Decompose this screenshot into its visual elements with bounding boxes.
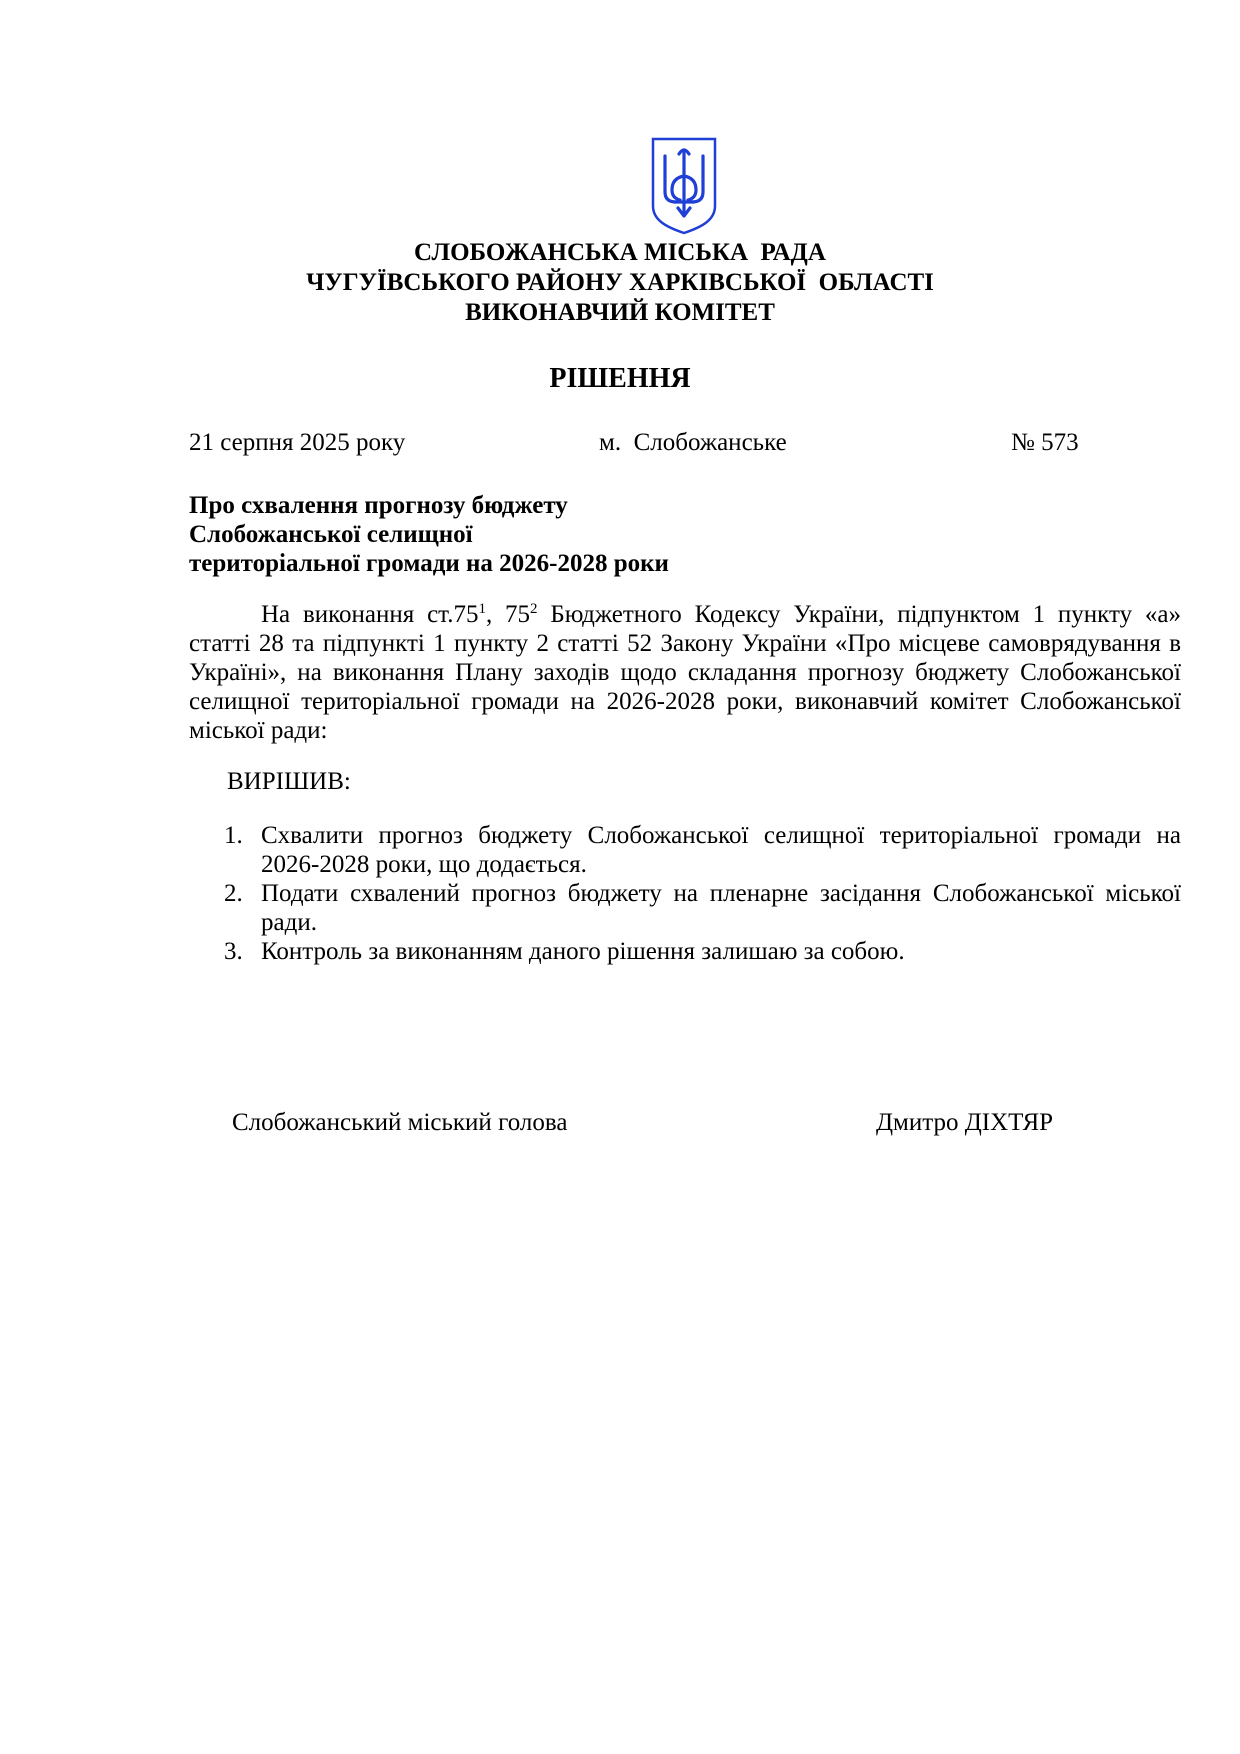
decision-subject [189,491,669,578]
preamble-text: Бюджетного Кодексу України, підпунктом 1 пункту «а» статті 28 та підпункті 1 пункту 2 статті 52 Закону України «Про місцеве самоврядування в Україні», на виконання Плану заходів щодо складання прогнозу бюджету Слобожанської селищної територіальної громади на 2026-2028 роки, виконавчий комітет Слобожанської міської ради: [189,601,1182,744]
decision-item-text: Подати схвалений прогноз бюджету на пленарне засідання Слобожанської міської ради. [261,880,1181,936]
superscript: 1 [478,601,486,617]
preamble-text: На виконання ст.75 [261,601,479,628]
committee-name: ВИКОНАВЧИЙ КОМІТЕТ [465,299,775,326]
document-type-title: РІШЕННЯ [549,363,691,394]
decision-item-text: Схвалити прогноз бюджету Слобожанської селищної територіальної громади на 2026-2028 роки, що додається. [261,822,1181,878]
coat-of-arms-emblem [650,136,718,236]
decisions-list [189,821,1181,966]
preamble-text: , 75 [485,601,531,628]
decision-item-number: 2. [224,880,243,907]
decision-item [189,821,1181,879]
subject-line: Слобожанської селищної [189,521,473,548]
decision-item-text: Контроль за виконанням даного рішення залишаю за собою. [261,938,905,965]
preamble-paragraph [189,600,1181,745]
decision-city: м. Слобожанське [599,429,787,456]
signatory-name: Дмитро ДІХТЯР [876,1109,1054,1136]
decision-number: № 573 [1011,429,1079,456]
subject-line: територіальної громади на 2026-2028 роки [189,550,669,577]
council-name: СЛОБОЖАНСЬКА МІСЬКА РАДА [414,239,826,266]
district-name: ЧУГУЇВСЬКОГО РАЙОНУ ХАРКІВСЬКОЇ ОБЛАСТІ [306,269,934,296]
decision-item-number: 1. [224,822,243,849]
decision-item-number: 3. [224,938,243,965]
decision-item [189,879,1181,937]
decision-date: 21 серпня 2025 року [189,429,406,456]
issuer-header [0,238,1240,328]
subject-line: Про схвалення прогнозу бюджету [189,492,568,519]
ukraine-trident-icon [650,136,718,236]
superscript: 2 [530,601,538,617]
decision-item [189,937,1181,966]
decided-label: ВИРІШИВ: [227,768,351,795]
signatory-title: Слобожанський міський голова [232,1109,568,1136]
